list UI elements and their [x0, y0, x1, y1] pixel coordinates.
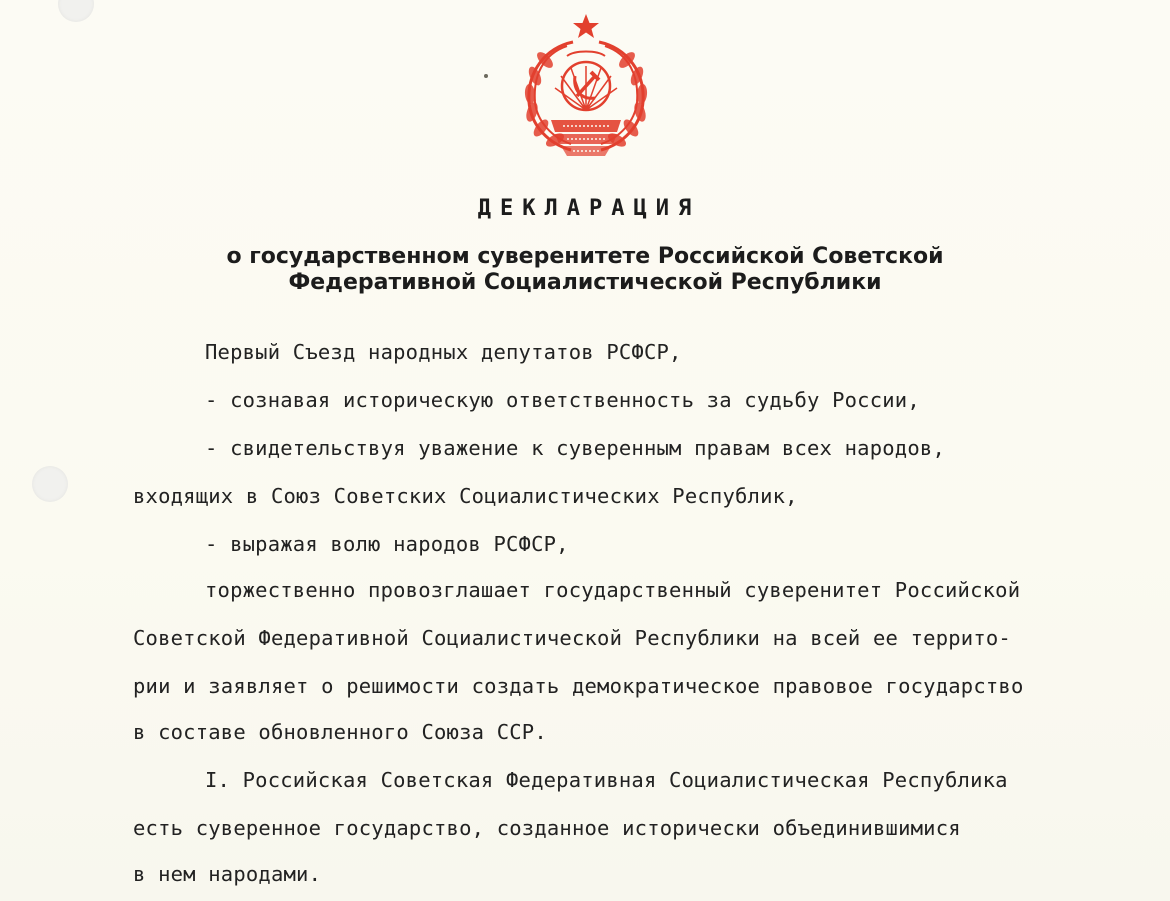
- body-line: - сознавая историческую ответственность за судьбу России,: [205, 388, 920, 412]
- punch-hole-top: [58, 0, 94, 22]
- body-line: - выражая волю народов РСФСР,: [205, 532, 569, 556]
- body-line: рии и заявляет о решимости создать демократическое правовое государство: [133, 674, 1024, 698]
- punch-hole-middle: [32, 466, 68, 502]
- body-line: в нем народами.: [133, 862, 322, 886]
- document-title: ДЕКЛАРАЦИЯ: [477, 196, 701, 221]
- document-subtitle-line-2: Федеративной Социалистической Республики: [288, 270, 882, 295]
- document-subtitle-line-1: о государственном суверенитете Российской Советской: [226, 244, 944, 269]
- body-line: Советской Федеративной Социалистической Республики на всей ее террито-: [133, 626, 1011, 650]
- body-line: торжественно провозглашает государственный суверенитет Российской: [205, 578, 1021, 602]
- body-line: есть суверенное государство, созданное исторически объединившимися: [133, 816, 961, 840]
- body-line: входящих в Союз Советских Социалистических Республик,: [133, 484, 798, 508]
- body-line: в составе обновленного Союза ССР.: [133, 720, 547, 744]
- body-line: I. Российская Советская Федеративная Социалистическая Республика: [205, 768, 1008, 792]
- state-emblem-icon: [515, 10, 657, 165]
- body-line: - свидетельствуя уважение к суверенным правам всех народов,: [205, 436, 945, 460]
- body-line: Первый Съезд народных депутатов РСФСР,: [205, 340, 682, 364]
- ink-speck: [484, 74, 488, 78]
